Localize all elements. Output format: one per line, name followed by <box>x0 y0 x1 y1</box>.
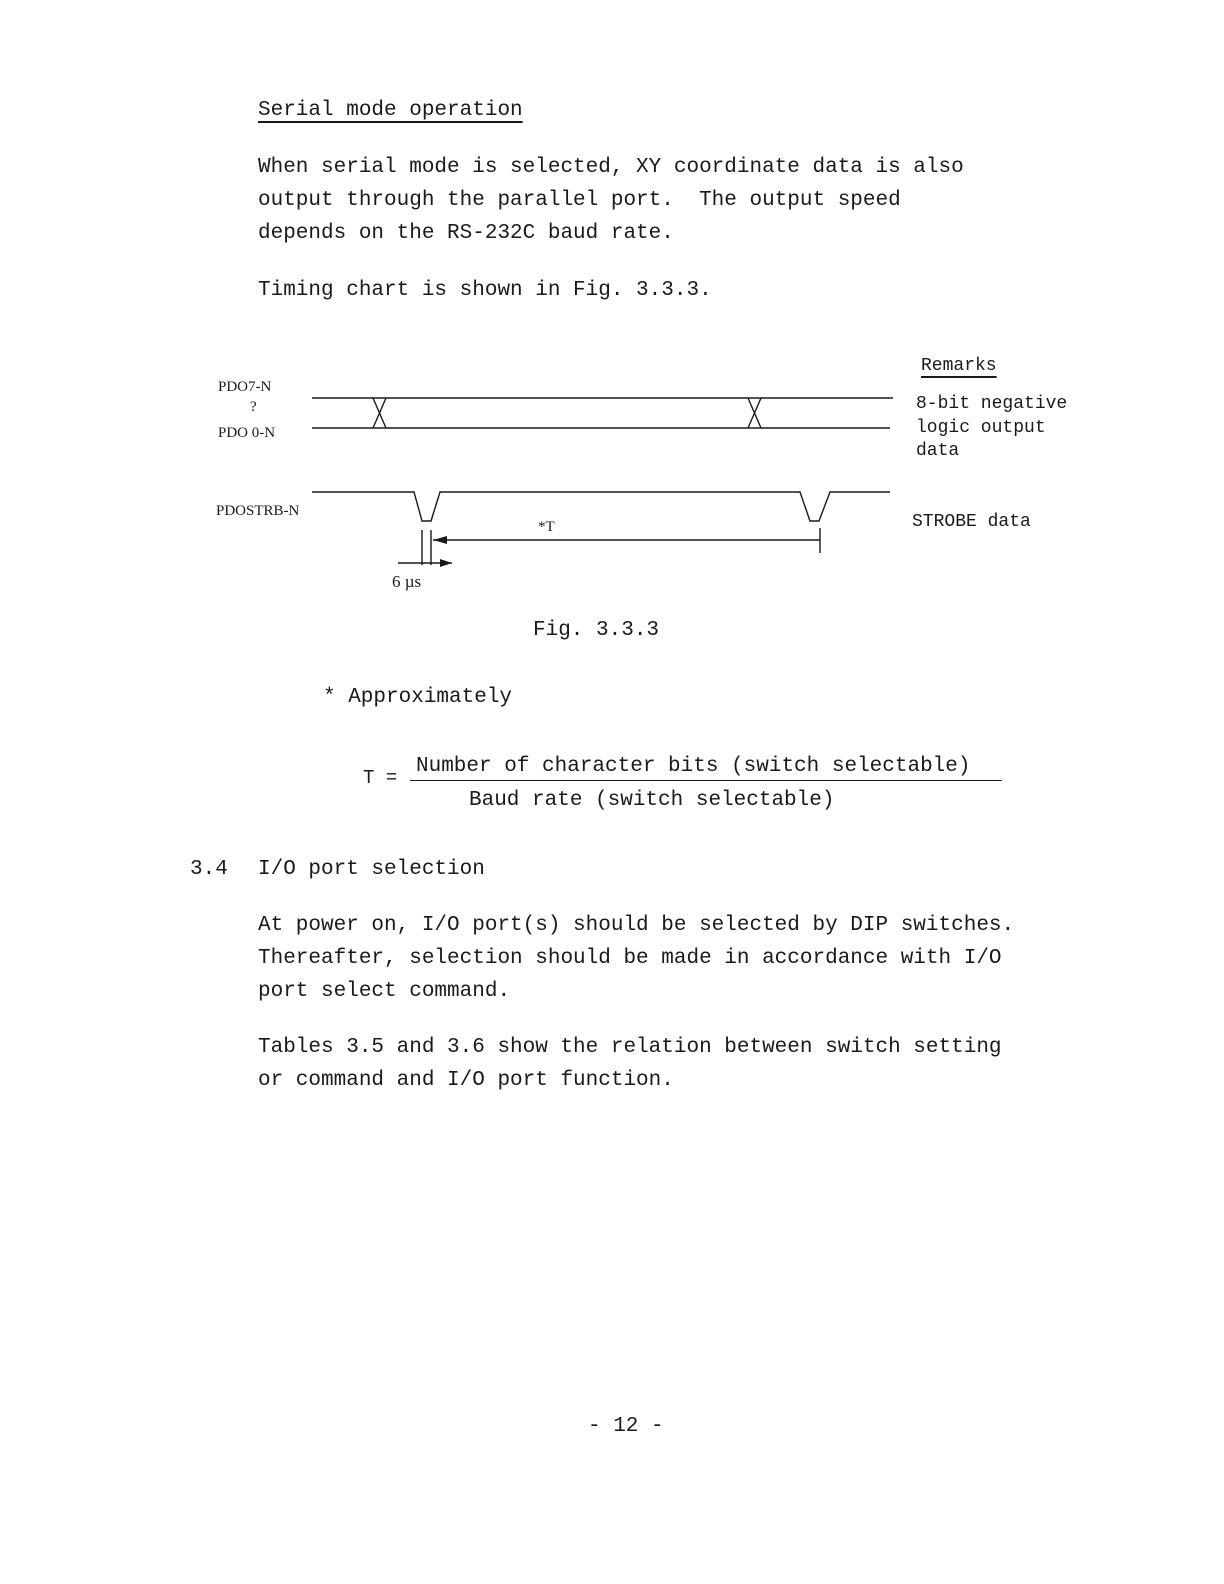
page-number: - 12 - <box>588 1415 664 1438</box>
signal-label-pdo7: PDO7-N <box>218 379 272 395</box>
period-label: *T <box>538 519 555 535</box>
paragraph-tables-line-1: Tables 3.5 and 3.6 show the relation between switch setting <box>258 1036 1002 1059</box>
approximation-note: * Approximately <box>323 686 513 709</box>
pulse-width-label: 6 µs <box>392 572 422 591</box>
figure-caption: Fig. 3.3.3 <box>533 619 660 642</box>
remark-data-line-3: data <box>916 441 960 461</box>
section-title: I/O port selection <box>258 858 485 881</box>
remarks-heading: Remarks <box>921 356 997 376</box>
formula-numerator: Number of character bits (switch selectable) <box>416 755 971 778</box>
remark-strobe: STROBE data <box>912 512 1031 532</box>
formula-denominator: Baud rate (switch selectable) <box>469 789 835 812</box>
paragraph-serial-line-2: output through the parallel port. The output speed <box>258 189 901 212</box>
data-bus-transition-1 <box>373 398 386 428</box>
formula-lhs: T = <box>363 767 398 789</box>
paragraph-io-line-3: port select command. <box>258 980 511 1003</box>
section-number: 3.4 <box>190 858 228 881</box>
serial-mode-heading: Serial mode operation <box>258 99 523 122</box>
period-arrowhead <box>433 536 447 544</box>
timing-chart-reference: Timing chart is shown in Fig. 3.3.3. <box>258 279 712 302</box>
signal-range-tilde: ? <box>250 399 257 415</box>
paragraph-serial-line-1: When serial mode is selected, XY coordinate data is also <box>258 156 964 179</box>
data-bus-transition-2 <box>748 398 761 428</box>
formula-fraction-bar <box>410 780 1002 781</box>
paragraph-io-line-2: Thereafter, selection should be made in accordance with I/O <box>258 947 1002 970</box>
remark-data-line-2: logic output <box>916 418 1046 438</box>
signal-label-pdo0: PDO 0-N <box>218 425 276 441</box>
paragraph-io-line-1: At power on, I/O port(s) should be selected by DIP switches. <box>258 914 1015 937</box>
signal-label-strobe: PDOSTRB-N <box>216 503 300 519</box>
strobe-waveform <box>312 492 890 521</box>
paragraph-serial-line-3: depends on the RS-232C baud rate. <box>258 222 674 245</box>
pulse-width-arrowhead <box>440 559 452 567</box>
paragraph-tables-line-2: or command and I/O port function. <box>258 1069 674 1092</box>
remark-data-line-1: 8-bit negative <box>916 394 1068 414</box>
